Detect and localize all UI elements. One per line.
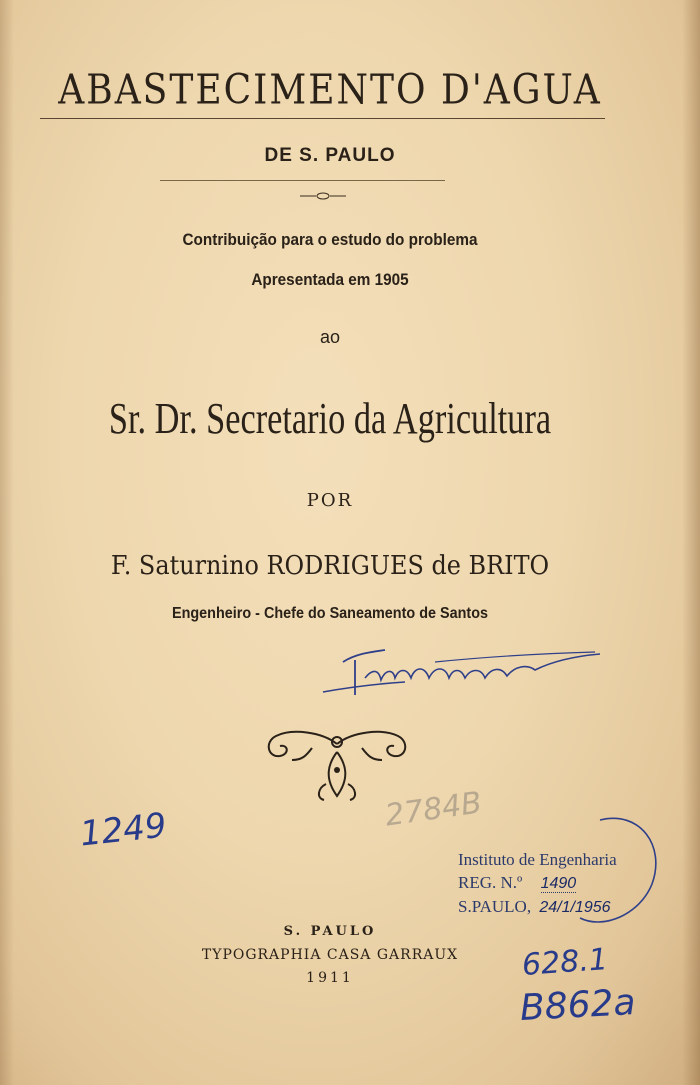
book-subtitle: DE S. PAULO	[264, 145, 396, 166]
description-line-1: Contribuição para o estudo do problema	[182, 230, 478, 249]
title-rule	[40, 118, 605, 119]
pencil-number-middle: 2784B	[383, 785, 484, 834]
preposition-ao: ao	[319, 327, 341, 347]
stamp-reg-label: REG. N.º	[458, 873, 523, 892]
author-name: F. Saturnino RODRIGUES de BRITO	[110, 551, 550, 581]
stamp-place-label: S.PAULO,	[458, 897, 532, 916]
stamp-reg-number: 1490	[540, 875, 577, 892]
page-edge-right	[682, 0, 700, 1085]
stamp-date: 24/1/1956	[539, 899, 611, 916]
imprint-city: S. PAULO	[283, 924, 377, 939]
pen-scribble-circle	[540, 806, 670, 936]
signature-image	[315, 640, 615, 705]
subtitle-rule	[160, 180, 445, 181]
imprint-press: TYPOGRAPHIA CASA GARRAUX	[201, 947, 459, 963]
decorative-ornament	[262, 726, 412, 804]
description-line-2: Apresentada em 1905	[251, 270, 409, 289]
handwritten-number-left: 1249	[78, 805, 169, 855]
book-title: ABASTECIMENTO D'AGUA	[58, 66, 602, 115]
preposition-por: POR	[306, 490, 354, 511]
recipient: Sr. Dr. Secretario da Agricultura	[108, 394, 552, 443]
call-number-line-2: B862a	[519, 982, 637, 1029]
stamp-institution: Instituto de Engenharia	[458, 850, 617, 869]
small-ornament-dash	[298, 190, 348, 202]
call-number-line-1: 628.1	[520, 942, 610, 983]
author-role: Engenheiro - Chefe do Saneamento de Santos	[171, 605, 489, 622]
imprint-year: 1911	[306, 970, 354, 986]
